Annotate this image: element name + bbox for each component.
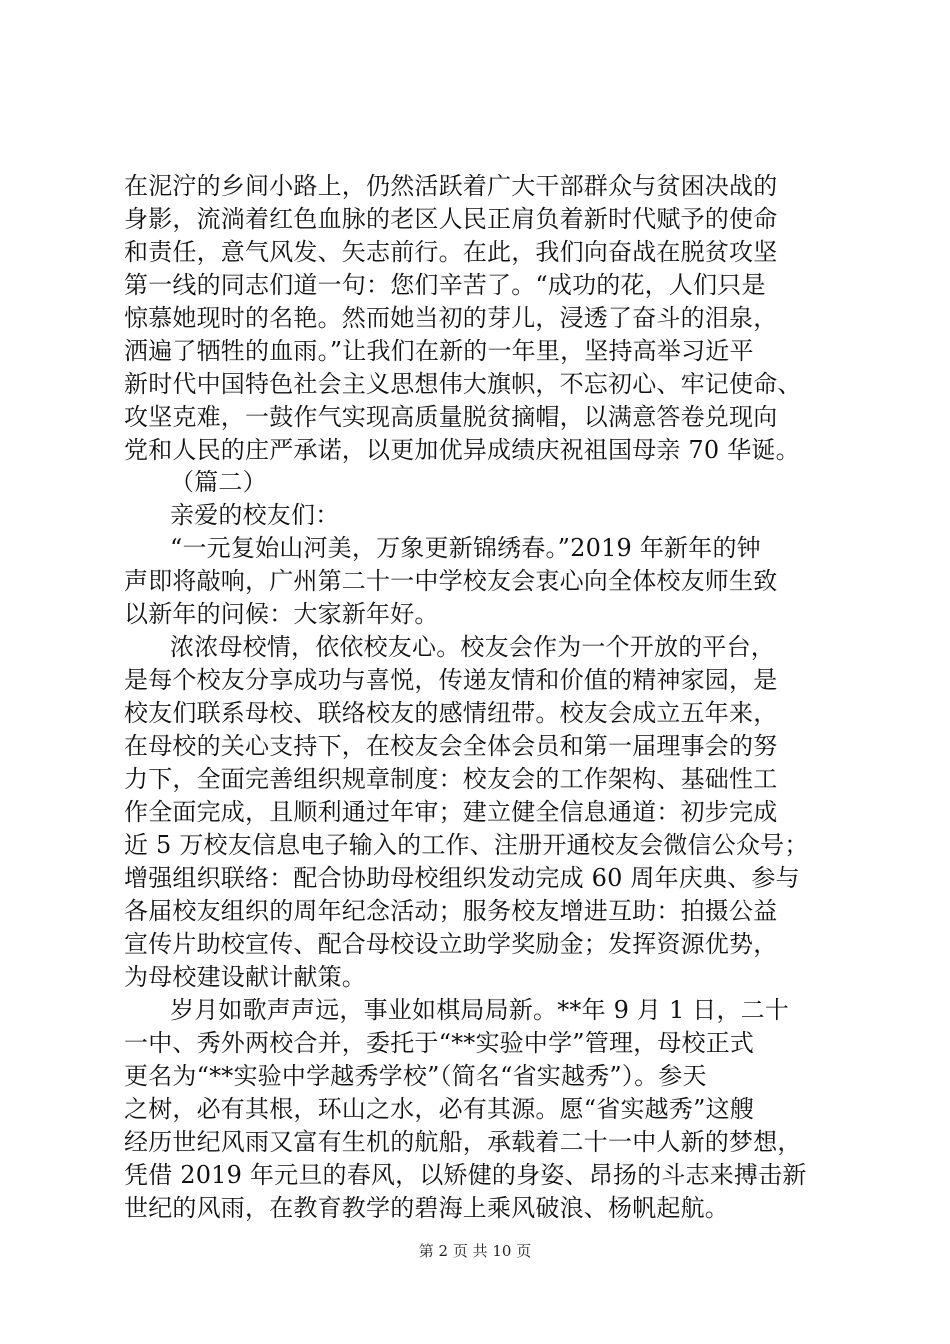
paragraph-line: 力下，全面完善组织规章制度：校友会的工作架构、基础性工 [124, 765, 778, 793]
paragraph-line: 身影，流淌着红色血脉的老区人民正肩负着新时代赋予的使命 [124, 205, 778, 233]
paragraph-line: 宣传片助校宣传、配合母校设立助学奖励金；发挥资源优势， [124, 930, 778, 958]
paragraph-line: 一中、秀外两校合并，委托于“**实验中学”管理，母校正式 [124, 1029, 755, 1057]
paragraph-line: 第一线的同志们道一句：您们辛苦了。“成功的花，人们只是 [124, 271, 766, 299]
paragraph-line: 岁月如歌声声远，事业如棋局局新。**年 9 月 1 日，二十 [170, 996, 790, 1024]
paragraph-line: 以新年的问候：大家新年好。 [124, 600, 439, 628]
paragraph-line: 更名为“**实验中学越秀学校”（简名“省实越秀”）。参天 [124, 1062, 707, 1090]
paragraph-line: 之树，必有其根，环山之水，必有其源。愿“省实越秀”这艘 [124, 1095, 754, 1123]
paragraph-line: 世纪的风雨，在教育教学的碧海上乘风破浪、杨帆起航。 [124, 1194, 729, 1222]
paragraph-line: 党和人民的庄严承诺，以更加优异成绩庆祝祖国母亲 70 华诞。 [124, 436, 800, 464]
paragraph-line: 在泥泞的乡间小路上，仍然活跃着广大干部群众与贫困决战的 [124, 172, 778, 200]
paragraph-line: 经历世纪风雨又富有生机的航船，承载着二十一中人新的梦想， [124, 1128, 802, 1156]
paragraph-line: 惊慕她现时的名艳。然而她当初的芽儿，浸透了奋斗的泪泉， [124, 304, 778, 332]
paragraph-line: 校友们联系母校、联络校友的感情纽带。校友会成立五年来， [124, 699, 778, 727]
paragraph-line: 声即将敲响，广州第二十一中学校友会衷心向全体校友师生致 [124, 567, 778, 595]
paragraph-line: 和责任，意气风发、矢志前行。在此，我们向奋战在脱贫攻坚 [124, 238, 778, 266]
paragraph-line: 增强组织联络：配合协助母校组织发动完成 60 周年庆典、参与 [124, 864, 800, 892]
paragraph-line: 浓浓母校情，依依校友心。校友会作为一个开放的平台， [170, 633, 775, 661]
paragraph-line: 新时代中国特色社会主义思想伟大旗帜，不忘初心、牢记使命、 [124, 370, 802, 398]
paragraph-line: 攻坚克难，一鼓作气实现高质量脱贫摘帽，以满意答卷兑现向 [124, 403, 778, 431]
paragraph-line: 近 5 万校友信息电子输入的工作、注册开通校友会微信公众号； [124, 831, 809, 859]
paragraph-line: 是每个校友分享成功与喜悦，传递友情和价值的精神家园，是 [124, 666, 778, 694]
paragraph-line: 凭借 2019 年元旦的春风，以矫健的身姿、昂扬的斗志来搏击新 [124, 1161, 807, 1189]
salutation: 亲爱的校友们： [170, 501, 340, 529]
paragraph-line: 各届校友组织的周年纪念活动；服务校友增进互助：拍摄公益 [124, 897, 778, 925]
paragraph-line: “一元复始山河美，万象更新锦绣春。”2019 年新年的钟 [170, 534, 761, 562]
paragraph-line: 在母校的关心支持下，在校友会全体会员和第一届理事会的努 [124, 732, 778, 760]
section-heading: （篇二） [170, 468, 267, 496]
paragraph-line: 为母校建设献计献策。 [124, 963, 366, 991]
page-number: 第 2 页 共 10 页 [418, 1242, 532, 1260]
paragraph-line: 洒遍了牺牲的血雨。”让我们在新的一年里，坚持高举习近平 [124, 337, 754, 365]
paragraph-line: 作全面完成，且顺利通过年审；建立健全信息通道：初步完成 [124, 798, 778, 826]
